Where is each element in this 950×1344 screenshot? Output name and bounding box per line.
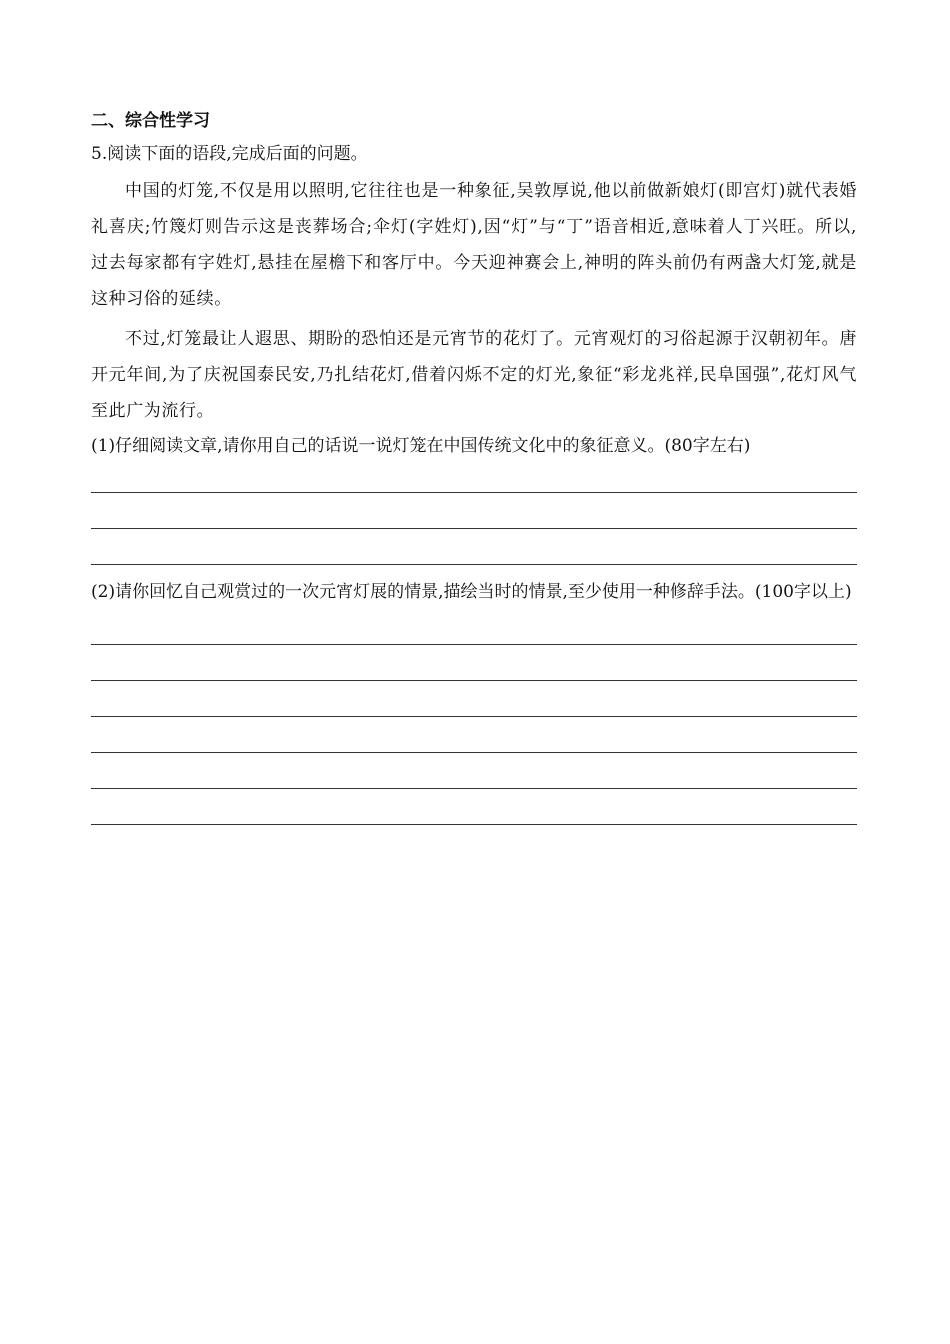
answer-line[interactable]: [91, 789, 857, 825]
answer-line[interactable]: [91, 717, 857, 753]
answer-line[interactable]: [91, 753, 857, 789]
answer-line[interactable]: [91, 463, 857, 493]
answer-line[interactable]: [91, 493, 857, 529]
section-title: 二、综合性学习: [91, 111, 210, 131]
answer-line[interactable]: [91, 529, 857, 565]
answer-line[interactable]: [91, 645, 857, 681]
sub-question-2: (2)请你回忆自己观赏过的一次元宵灯展的情景,描绘当时的情景,至少使用一种修辞手法。(100字以上): [91, 582, 852, 602]
worksheet-page: [91, 108, 857, 825]
answer-line[interactable]: [91, 609, 857, 645]
answer-line[interactable]: [91, 681, 857, 717]
sub-question-1: (1)仔细阅读文章,请你用自己的话说一说灯笼在中国传统文化中的象征意义。(80字左右): [91, 436, 751, 456]
passage-paragraph-2: 不过,灯笼最让人遐思、期盼的恐怕还是元宵节的花灯了。元宵观灯的习俗起源于汉朝初年。唐开元年间,为了庆祝国泰民安,乃扎结花灯,借着闪烁不定的灯光,象征“彩龙兆祥,民阜国强”,花灯风气至此广为流行。: [91, 329, 857, 421]
question-stem: 5.阅读下面的语段,完成后面的问题。: [91, 144, 368, 164]
passage-paragraph-1: 中国的灯笼,不仅是用以照明,它往往也是一种象征,吴敦厚说,他以前做新娘灯(即宫灯)就代表婚礼喜庆;竹篾灯则告示这是丧葬场合;伞灯(字姓灯),因“灯”与“丁”语音相近,意味着人丁兴旺。所以,过去每家都有字姓灯,悬挂在屋檐下和客厅中。今天迎神赛会上,神明的阵头前仍有两盏大灯笼,就是这种习俗的延续。: [91, 181, 857, 309]
answer-area-2[interactable]: [91, 609, 857, 825]
answer-area-1[interactable]: [91, 463, 857, 565]
